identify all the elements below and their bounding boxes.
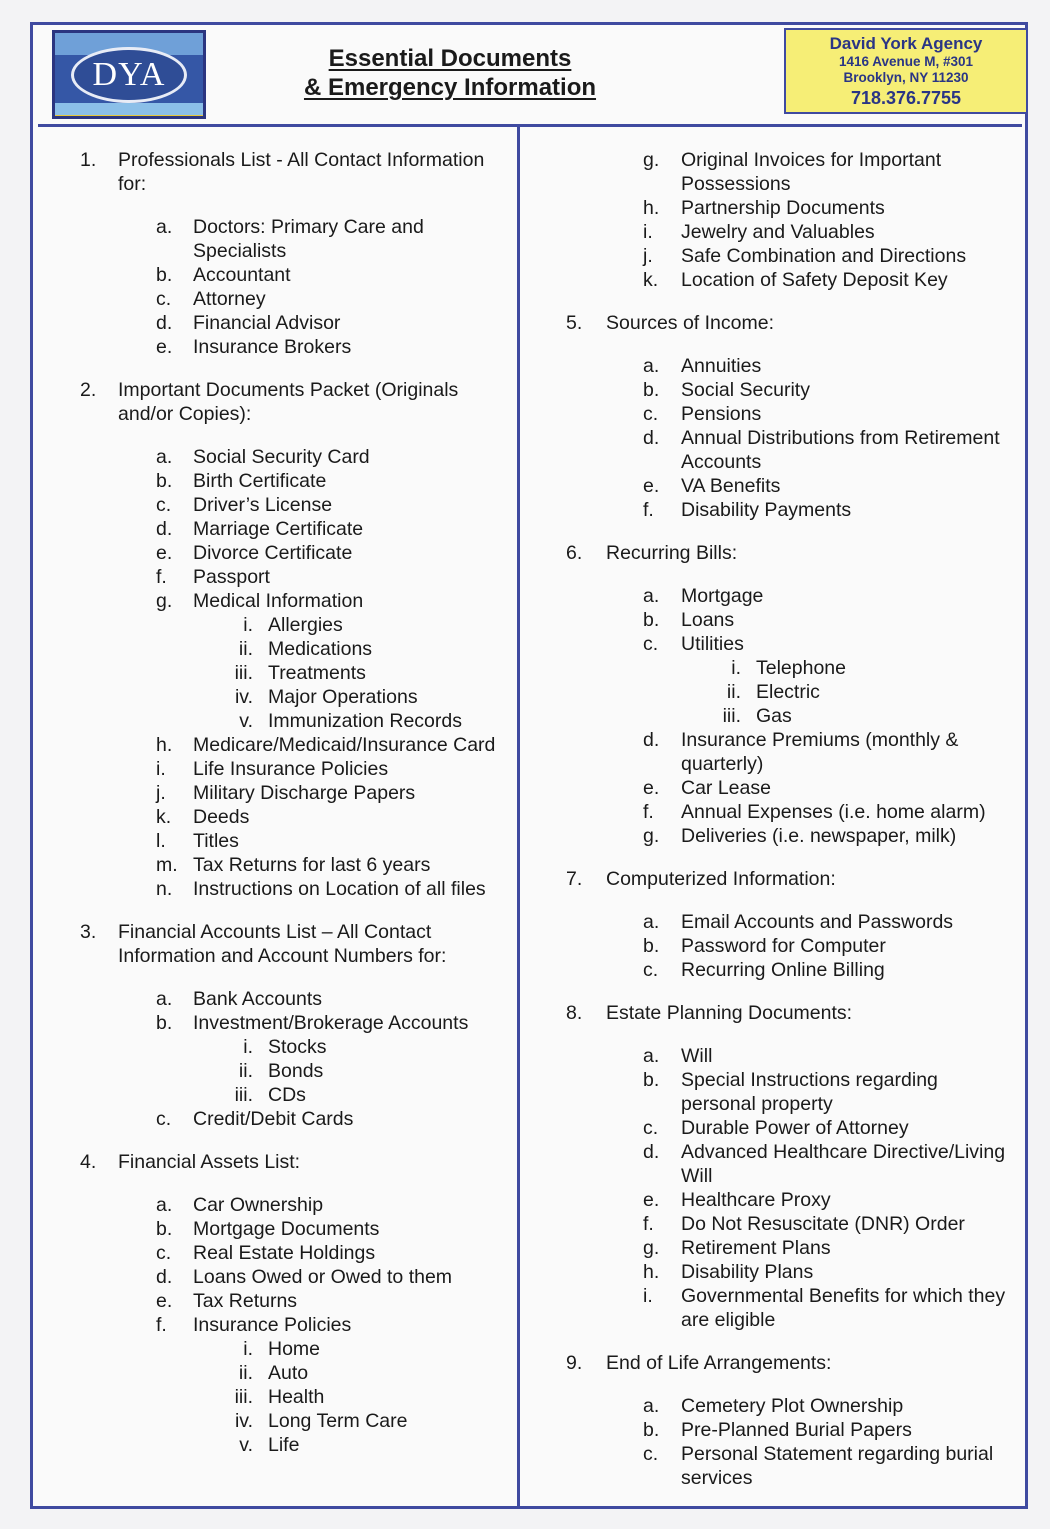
section-title: Financial Assets List: [118, 1151, 301, 1173]
item-list [566, 584, 1016, 848]
item-text: Location of Safety Deposit Key [681, 269, 948, 291]
item-label: h. [156, 734, 173, 756]
item-label: b. [156, 1012, 173, 1034]
item-label: l. [156, 830, 166, 852]
item-label: d. [643, 427, 660, 449]
item-text: Pre-Planned Burial Papers [681, 1419, 912, 1441]
item-text: Social Security [681, 379, 810, 401]
item-label: g. [643, 149, 660, 171]
section-number: 2. [80, 379, 97, 401]
sub-list-item [193, 1409, 516, 1433]
sub-item-label: iii. [722, 705, 741, 727]
item-label: j. [156, 782, 166, 804]
item-label: c. [643, 403, 659, 425]
sub-item-text: Gas [756, 705, 792, 727]
list-item [118, 1193, 516, 1217]
logo-band [55, 103, 203, 115]
list-item [118, 589, 516, 613]
item-label: c. [643, 1443, 659, 1465]
list-item [118, 805, 516, 829]
item-text: Social Security Card [193, 446, 370, 468]
section-title: Financial Accounts List – All Contact Information and Account Numbers for: [118, 921, 447, 967]
sub-item-label: i. [243, 614, 253, 636]
list-item [566, 1442, 1016, 1490]
item-label: a. [643, 585, 660, 607]
sub-item-text: Home [268, 1338, 321, 1360]
item-text: Loans [681, 609, 735, 631]
item-label: b. [643, 935, 660, 957]
item-label: g. [156, 590, 173, 612]
list-item [118, 829, 516, 853]
list-item [118, 493, 516, 517]
sub-item-list [118, 1337, 516, 1457]
item-label: d. [156, 518, 173, 540]
list-item [566, 776, 1016, 800]
item-label: k. [156, 806, 172, 828]
list-item [566, 378, 1016, 402]
sub-list-item [193, 685, 516, 709]
list-item [118, 263, 516, 287]
item-text: Original Invoices for Important Possessions [681, 149, 942, 195]
sub-item-label: ii. [238, 638, 253, 660]
left-column [80, 148, 516, 1457]
item-text: Car Ownership [193, 1194, 324, 1216]
sub-list-item [193, 637, 516, 661]
list-item [566, 1140, 1016, 1188]
item-label: b. [156, 1218, 173, 1240]
list-item [118, 1265, 516, 1289]
item-text: Driver’s License [193, 494, 333, 516]
logo-text: DYA [92, 56, 166, 93]
section-computerized-information [566, 867, 1016, 982]
item-text: Insurance Premiums (monthly & quarterly) [681, 729, 959, 775]
list-item [566, 1394, 1016, 1418]
item-label: e. [643, 1189, 660, 1211]
list-item [118, 445, 516, 469]
sub-item-text: Long Term Care [268, 1410, 408, 1432]
column-divider [517, 124, 520, 1509]
item-label: i. [643, 1285, 653, 1307]
item-label: c. [643, 959, 659, 981]
item-label: i. [643, 221, 653, 243]
item-text: Annual Expenses (i.e. home alarm) [681, 801, 986, 823]
item-text: Instructions on Location of all files [193, 878, 486, 900]
sub-item-text: Treatments [268, 662, 366, 684]
item-label: d. [643, 729, 660, 751]
item-label: h. [643, 197, 660, 219]
sub-item-label: v. [239, 710, 253, 732]
list-item [566, 1236, 1016, 1260]
list-item [566, 608, 1016, 632]
list-item [566, 498, 1016, 522]
section-title: Computerized Information: [606, 868, 836, 890]
sub-list-item [681, 656, 1016, 680]
list-item [118, 1011, 516, 1035]
sub-item-label: i. [243, 1338, 253, 1360]
item-text: Recurring Online Billing [681, 959, 885, 981]
section-professionals [80, 148, 516, 359]
item-text: Attorney [193, 288, 266, 310]
sub-item-text: Telephone [756, 657, 846, 679]
agency-address-line-2: Brooklyn, NY 11230 [843, 70, 969, 85]
sub-item-label: ii. [726, 681, 741, 703]
section-number: 7. [566, 868, 583, 890]
item-label: d. [156, 1266, 173, 1288]
title-line-1: Essential Documents [328, 45, 572, 72]
item-label: c. [643, 633, 659, 655]
item-text: Tax Returns [193, 1290, 298, 1312]
item-text: Bank Accounts [193, 988, 322, 1010]
item-label: e. [156, 336, 173, 358]
list-item [566, 910, 1016, 934]
item-label: f. [643, 1213, 654, 1235]
item-label: f. [643, 499, 654, 521]
item-text: Accountant [193, 264, 291, 286]
list-item [566, 632, 1016, 656]
item-text: Partnership Documents [681, 197, 885, 219]
section-end-of-life [566, 1351, 1016, 1490]
page-title [230, 44, 670, 102]
sub-list-item [681, 680, 1016, 704]
sub-item-label: iii. [234, 662, 253, 684]
item-text: Doctors: Primary Care and Specialists [193, 216, 424, 262]
item-label: h. [643, 1261, 660, 1283]
sub-item-label: ii. [238, 1362, 253, 1384]
item-label: b. [643, 609, 660, 631]
sub-list-item [193, 1337, 516, 1361]
sub-item-text: Major Operations [268, 686, 418, 708]
agency-info-box [784, 28, 1028, 114]
item-label: c. [156, 1242, 172, 1264]
section-financial-accounts [80, 920, 516, 1131]
item-text: Cemetery Plot Ownership [681, 1395, 904, 1417]
list-item [118, 757, 516, 781]
item-label: i. [156, 758, 166, 780]
item-text: Disability Plans [681, 1261, 814, 1283]
item-label: a. [643, 355, 660, 377]
sub-item-text: Stocks [268, 1036, 327, 1058]
section-important-documents [80, 378, 516, 901]
sub-item-list [566, 656, 1016, 728]
item-text: Divorce Certificate [193, 542, 353, 564]
item-text: Jewelry and Valuables [681, 221, 875, 243]
list-item [566, 824, 1016, 848]
sub-list-item [193, 613, 516, 637]
sub-list-item [193, 1385, 516, 1409]
list-item [118, 733, 516, 757]
item-text: Car Lease [681, 777, 771, 799]
sub-item-text: Medications [268, 638, 373, 660]
section-number: 6. [566, 542, 583, 564]
item-text: Will [681, 1045, 713, 1067]
item-text: Annuities [681, 355, 762, 377]
item-label: c. [156, 494, 172, 516]
item-text: Insurance Brokers [193, 336, 352, 358]
item-label: a. [643, 1395, 660, 1417]
section-number: 4. [80, 1151, 97, 1173]
sub-item-label: iii. [234, 1386, 253, 1408]
item-list [118, 1193, 516, 1457]
section-title: Sources of Income: [606, 312, 774, 334]
sub-item-text: Life [268, 1434, 300, 1456]
item-text: Loans Owed or Owed to them [193, 1266, 453, 1288]
sub-item-label: iii. [234, 1084, 253, 1106]
section-title: End of Life Arrangements: [606, 1352, 832, 1374]
sub-item-text: Bonds [268, 1060, 324, 1082]
agency-address-line-1: 1416 Avenue M, #301 [838, 54, 974, 69]
list-item [118, 781, 516, 805]
item-text: Military Discharge Papers [193, 782, 416, 804]
list-item [118, 311, 516, 335]
sub-item-text: Allergies [268, 614, 343, 636]
item-text: Annual Distributions from Retirement Accounts [681, 427, 1000, 473]
item-label: n. [156, 878, 173, 900]
sub-item-text: Immunization Records [268, 710, 462, 732]
list-item [566, 1284, 1016, 1332]
item-text: Birth Certificate [193, 470, 327, 492]
list-item [118, 853, 516, 877]
item-text: Mortgage Documents [193, 1218, 380, 1240]
item-label: b. [156, 470, 173, 492]
item-label: b. [156, 264, 173, 286]
item-text: Disability Payments [681, 499, 852, 521]
item-text: Life Insurance Policies [193, 758, 389, 780]
section-recurring-bills [566, 541, 1016, 848]
list-item [566, 426, 1016, 474]
section-title: Recurring Bills: [606, 542, 738, 564]
item-label: e. [156, 1290, 173, 1312]
list-item [566, 958, 1016, 982]
item-label: a. [156, 216, 173, 238]
sub-item-list [118, 1035, 516, 1107]
list-item [118, 335, 516, 359]
item-label: c. [156, 1108, 172, 1130]
item-label: j. [643, 245, 653, 267]
item-text: Password for Computer [681, 935, 886, 957]
item-text: Email Accounts and Passwords [681, 911, 954, 933]
agency-phone: 718.376.7755 [850, 88, 962, 108]
section-number: 1. [80, 149, 97, 171]
list-item [566, 402, 1016, 426]
list-item [566, 1068, 1016, 1116]
section-number: 9. [566, 1352, 583, 1374]
item-text: Credit/Debit Cards [193, 1108, 354, 1130]
section-title: Estate Planning Documents: [606, 1002, 853, 1024]
item-text: Durable Power of Attorney [681, 1117, 909, 1139]
item-label: m. [156, 854, 178, 876]
sub-item-text: Health [268, 1386, 325, 1408]
sub-item-label: v. [239, 1434, 253, 1456]
sub-item-label: i. [731, 657, 741, 679]
section-title: Professionals List - All Contact Information for: [118, 149, 485, 195]
item-list [566, 1394, 1016, 1490]
list-item [566, 1260, 1016, 1284]
list-item [118, 287, 516, 311]
item-label: f. [643, 801, 654, 823]
item-list [118, 987, 516, 1131]
list-item [566, 1418, 1016, 1442]
item-text: Marriage Certificate [193, 518, 364, 540]
item-label: d. [156, 312, 173, 334]
item-list [118, 445, 516, 901]
section-number: 5. [566, 312, 583, 334]
item-list [118, 215, 516, 359]
list-item [118, 877, 516, 901]
item-text: Insurance Policies [193, 1314, 352, 1336]
list-item [566, 584, 1016, 608]
sub-item-label: iv. [234, 686, 253, 708]
item-text: Investment/Brokerage Accounts [193, 1012, 469, 1034]
item-label: g. [643, 825, 660, 847]
list-item [118, 541, 516, 565]
item-text: Personal Statement regarding burial services [681, 1443, 994, 1489]
header-divider [38, 124, 1022, 127]
list-item [566, 1044, 1016, 1068]
item-label: e. [643, 777, 660, 799]
item-list [566, 1044, 1016, 1332]
sub-list-item [681, 704, 1016, 728]
sub-list-item [193, 1433, 516, 1457]
sub-list-item [193, 661, 516, 685]
item-text: Deliveries (i.e. newspaper, milk) [681, 825, 957, 847]
list-item [566, 244, 1016, 268]
list-item [566, 474, 1016, 498]
item-label: a. [643, 911, 660, 933]
list-item [566, 1116, 1016, 1140]
list-item [118, 1313, 516, 1337]
item-list [566, 910, 1016, 982]
item-text: Medicare/Medicaid/Insurance Card [193, 734, 496, 756]
section-title: Important Documents Packet (Originals and/or Copies): [118, 379, 459, 425]
item-label: b. [643, 379, 660, 401]
sub-item-text: Electric [756, 681, 820, 703]
sub-item-label: iv. [234, 1410, 253, 1432]
item-label: a. [156, 1194, 173, 1216]
item-label: e. [643, 475, 660, 497]
item-text: Healthcare Proxy [681, 1189, 831, 1211]
item-text: VA Benefits [681, 475, 781, 497]
item-text: Retirement Plans [681, 1237, 831, 1259]
list-item [566, 934, 1016, 958]
list-item [566, 196, 1016, 220]
section-income [566, 311, 1016, 522]
sub-item-label: ii. [238, 1060, 253, 1082]
item-text: Deeds [193, 806, 250, 828]
item-label: e. [156, 542, 173, 564]
section-number: 3. [80, 921, 97, 943]
item-label: b. [643, 1419, 660, 1441]
sub-item-list [118, 613, 516, 733]
sub-item-text: CDs [268, 1084, 306, 1106]
item-label: d. [643, 1141, 660, 1163]
item-text: Medical Information [193, 590, 364, 612]
right-column [566, 148, 1016, 1490]
list-item [566, 268, 1016, 292]
item-text: Safe Combination and Directions [681, 245, 967, 267]
item-text: Utilities [681, 633, 744, 655]
item-label: g. [643, 1237, 660, 1259]
item-text: Special Instructions regarding personal property [681, 1069, 938, 1115]
item-label: c. [156, 288, 172, 310]
sub-list-item [193, 1035, 516, 1059]
item-label: c. [643, 1117, 659, 1139]
item-text: Titles [193, 830, 239, 852]
sub-list-item [193, 1059, 516, 1083]
list-item [118, 517, 516, 541]
sub-item-text: Auto [268, 1362, 309, 1384]
section-number: 8. [566, 1002, 583, 1024]
list-item [118, 1289, 516, 1313]
item-label: f. [156, 566, 167, 588]
item-text: Do Not Resuscitate (DNR) Order [681, 1213, 965, 1235]
sub-list-item [193, 1361, 516, 1385]
item-list [566, 354, 1016, 522]
item-label: k. [643, 269, 659, 291]
item-label: f. [156, 1314, 167, 1336]
section-financial-assets-continued [566, 148, 1016, 292]
item-text: Advanced Healthcare Directive/Living Will [681, 1141, 1006, 1187]
section-estate-planning [566, 1001, 1016, 1332]
section-financial-assets [80, 1150, 516, 1457]
item-label: a. [643, 1045, 660, 1067]
title-line-2: & Emergency Information [303, 74, 597, 101]
item-text: Financial Advisor [193, 312, 341, 334]
agency-name: David York Agency [829, 34, 983, 53]
list-item [566, 220, 1016, 244]
list-item [118, 215, 516, 263]
list-item [566, 728, 1016, 776]
list-item [566, 800, 1016, 824]
logo-oval [71, 47, 187, 103]
agency-logo [52, 30, 206, 119]
item-text: Passport [193, 566, 270, 588]
list-item [566, 1188, 1016, 1212]
item-text: Mortgage [681, 585, 764, 607]
item-label: a. [156, 988, 173, 1010]
item-text: Tax Returns for last 6 years [193, 854, 431, 876]
list-item [118, 1107, 516, 1131]
item-label: b. [643, 1069, 660, 1091]
sub-list-item [193, 709, 516, 733]
list-item [566, 354, 1016, 378]
item-text: Governmental Benefits for which they are eligible [681, 1285, 1006, 1331]
sub-list-item [193, 1083, 516, 1107]
list-item [566, 148, 1016, 196]
item-text: Pensions [681, 403, 762, 425]
list-item [118, 565, 516, 589]
list-item [118, 1217, 516, 1241]
item-text: Real Estate Holdings [193, 1242, 376, 1264]
item-label: a. [156, 446, 173, 468]
list-item [118, 987, 516, 1011]
sub-item-label: i. [243, 1036, 253, 1058]
list-item [566, 1212, 1016, 1236]
list-item [118, 469, 516, 493]
list-item [118, 1241, 516, 1265]
